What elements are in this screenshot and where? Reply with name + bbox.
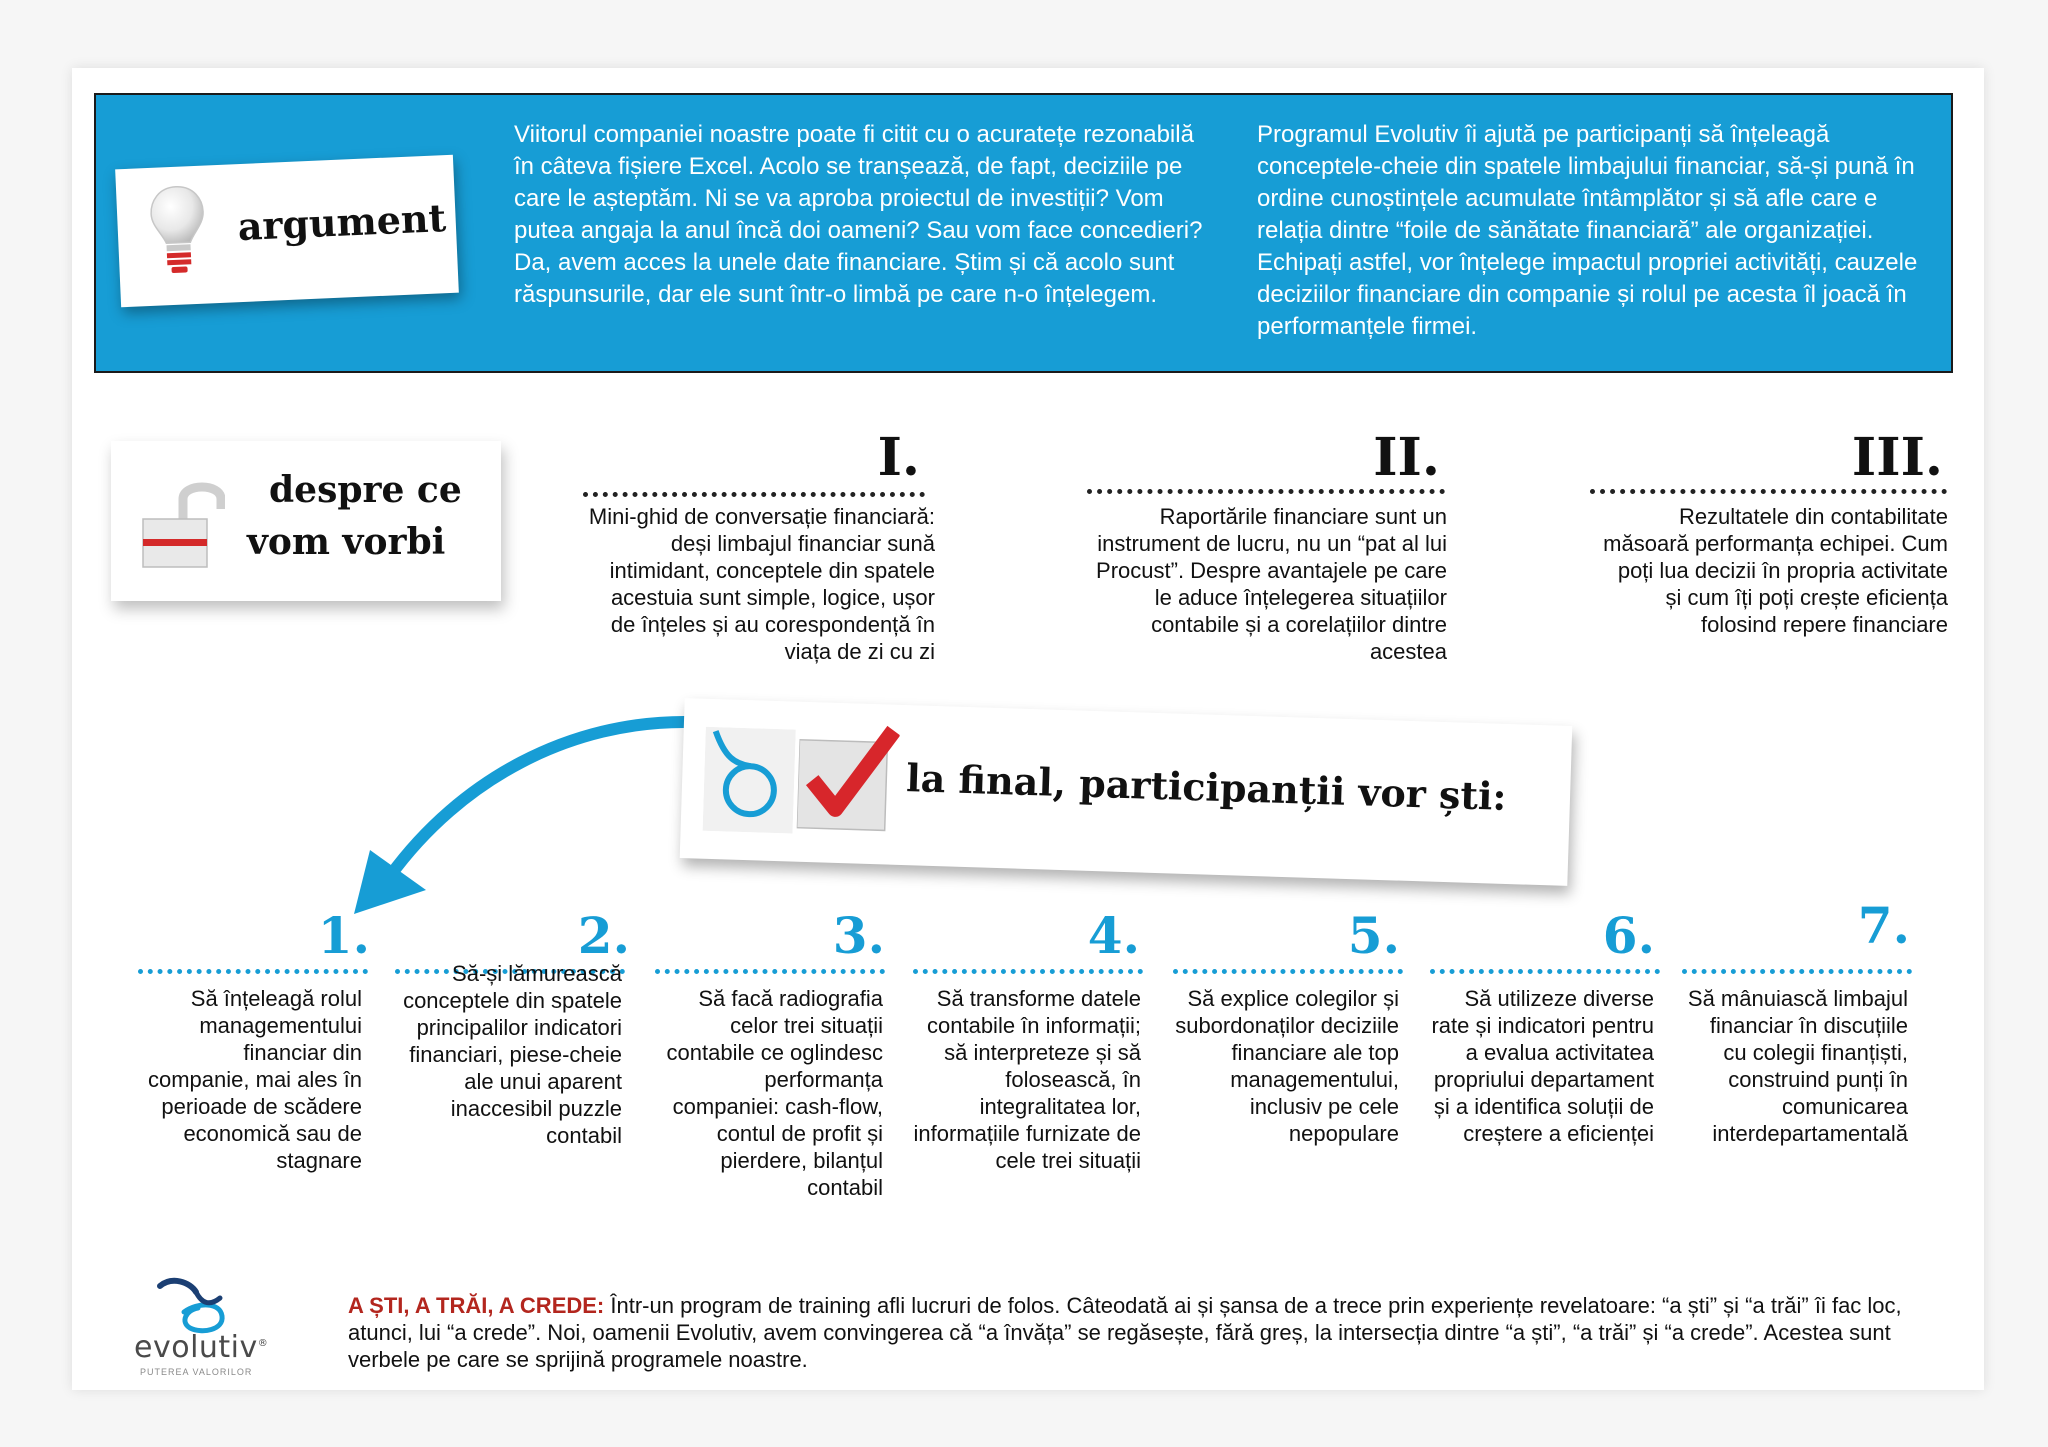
- logo-wordmark: evolutiv®: [134, 1330, 269, 1365]
- footer-paragraph: [348, 1292, 1908, 1373]
- outcomes-label: la final, participanții vor ști:: [905, 755, 1508, 819]
- outcomes-tag: [680, 698, 1573, 886]
- outcome-divider: [138, 969, 368, 974]
- topics-tag: [111, 441, 501, 601]
- topic-divider: [1590, 489, 1947, 494]
- topic-text: Mini-ghid de conversație financiară: deși limbajul financiar sună intimidant, conceptele din spatele acestuia sunt simple, logice, ușor de înțeles și au corespondență în viața de zi cu zi: [588, 504, 935, 664]
- outcome-text: Să mânuiască limbajul financiar în discuțiile cu colegii finanțiști, construind punți în comunicarea interdepartamentală: [1687, 986, 1908, 1146]
- topic-text: Raportările financiare sunt un instrument de lucru, nu un “pat al lui Procust”. Despre avantajele pe care le aduce înțelegerea situațiilor contabile și a corelațiilor dintre acestea: [1096, 504, 1447, 664]
- outcome-divider: [1430, 969, 1660, 974]
- outcome-number: 4.: [1087, 906, 1140, 965]
- topics-label-line1: despre ce: [269, 469, 462, 511]
- outcome-text: Să facă radiografia celor trei situații contabile ce oglindesc performanța companiei: cash-flow, contul de profit și pierdere, bilanțul contabil: [666, 986, 883, 1200]
- outcome-number: 3.: [832, 906, 885, 965]
- outcome-number: 1.: [317, 906, 370, 965]
- footer-lead: A ȘTI, A TRĂI, A CREDE:: [348, 1293, 605, 1318]
- outcome-text: Să înțeleagă rolul managementului financiar din companie, mai ales în perioade de scădere economică sau de stagnare: [148, 986, 362, 1173]
- outcome-text: Să utilizeze diverse rate și indicatori pentru a evalua activitatea propriului departament și a identifica soluții de creștere a eficienței: [1431, 986, 1654, 1146]
- outcome-number: 6.: [1602, 906, 1655, 965]
- loop-icon: [703, 727, 796, 834]
- outcome-text: Să transforme datele contabile în informații; să interpreteze și să folosească, în integralitatea lor, informațiile furnizate de cele trei situații: [913, 986, 1141, 1173]
- outcome-divider: [1682, 969, 1912, 974]
- topic-numeral: II.: [1373, 427, 1440, 488]
- outcome-text: Să-și lămurească conceptele din spatele principalilor indicatori financiari, piese-cheie ale unui aparent inaccesibil puzzle contabil: [403, 961, 622, 1148]
- footer-body: Într-un program de training afli lucruri de folos. Câteodată ai și șansa de a trece prin experiențe revelatoare: “a ști” și “a trăi” îi fac loc, atunci, lui “a crede”. Noi, oamenii Evolutiv, avem convingerea că “a învăța” se regăsește, fără greș, la intersecția dintre “a ști”, “a trăi” și “a crede”. Acestea sunt verbele pe care se sprijină programele noastre.: [348, 1293, 1902, 1372]
- outcome-divider: [655, 969, 885, 974]
- argument-label: argument: [236, 195, 447, 250]
- outcome-divider: [913, 969, 1143, 974]
- outcome-number: 7.: [1857, 896, 1910, 955]
- lightbulb-icon: [144, 179, 212, 286]
- checkmark-icon: [797, 722, 900, 835]
- topic-numeral: I.: [877, 427, 920, 488]
- outcome-number: 5.: [1347, 906, 1400, 965]
- open-padlock-icon: [139, 475, 225, 571]
- topic-divider: [583, 492, 925, 497]
- outcome-number: 2.: [577, 906, 630, 965]
- argument-text-right: Programul Evolutiv îi ajută pe participanți să înțeleagă conceptele-cheie din spatele limbajului financiar, să-și pună în ordine cunoștințele acumulate întâmplător și să afle care e relația dintre “foile de sănătate financiară” ale organizației. Echipați astfel, vor înțelege impactul propriei activități, cauzele deciziilor financiare din companie și rolul pe acesta îl joacă în performanțele firmei.: [1257, 121, 1918, 340]
- topics-label-line2: vom vorbi: [247, 521, 446, 563]
- topic-text: Rezultatele din contabilitate măsoară performanța echipei. Cum poți lua decizii în propria activitate și cum îți poți crește eficiența folosind repere financiare: [1603, 504, 1948, 637]
- outcome-text: Să explice colegilor și subordonaților deciziile financiare ale top managementului, inclusiv pe cele nepopulare: [1175, 986, 1399, 1146]
- curved-arrow-icon: [340, 700, 740, 930]
- argument-tag: [115, 155, 459, 308]
- outcome-divider: [1173, 969, 1403, 974]
- argument-text-left: Viitorul companiei noastre poate fi citit cu o acuratețe rezonabilă în câteva fișiere Excel. Acolo se tranșează, de fapt, deciziile pe care le așteptăm. Ni se va aproba proiectul de investiții? Vom putea angaja la anul încă doi oameni? Sau vom face concedieri? Da, avem acces la unele date financiare. Știm și că acolo sunt răspunsurile, dar ele sunt într-o limbă pe care n-o înțelegem.: [514, 121, 1203, 308]
- topic-numeral: III.: [1851, 427, 1943, 488]
- topic-divider: [1087, 489, 1445, 494]
- logo-tagline: PUTEREA VALORILOR: [140, 1367, 253, 1377]
